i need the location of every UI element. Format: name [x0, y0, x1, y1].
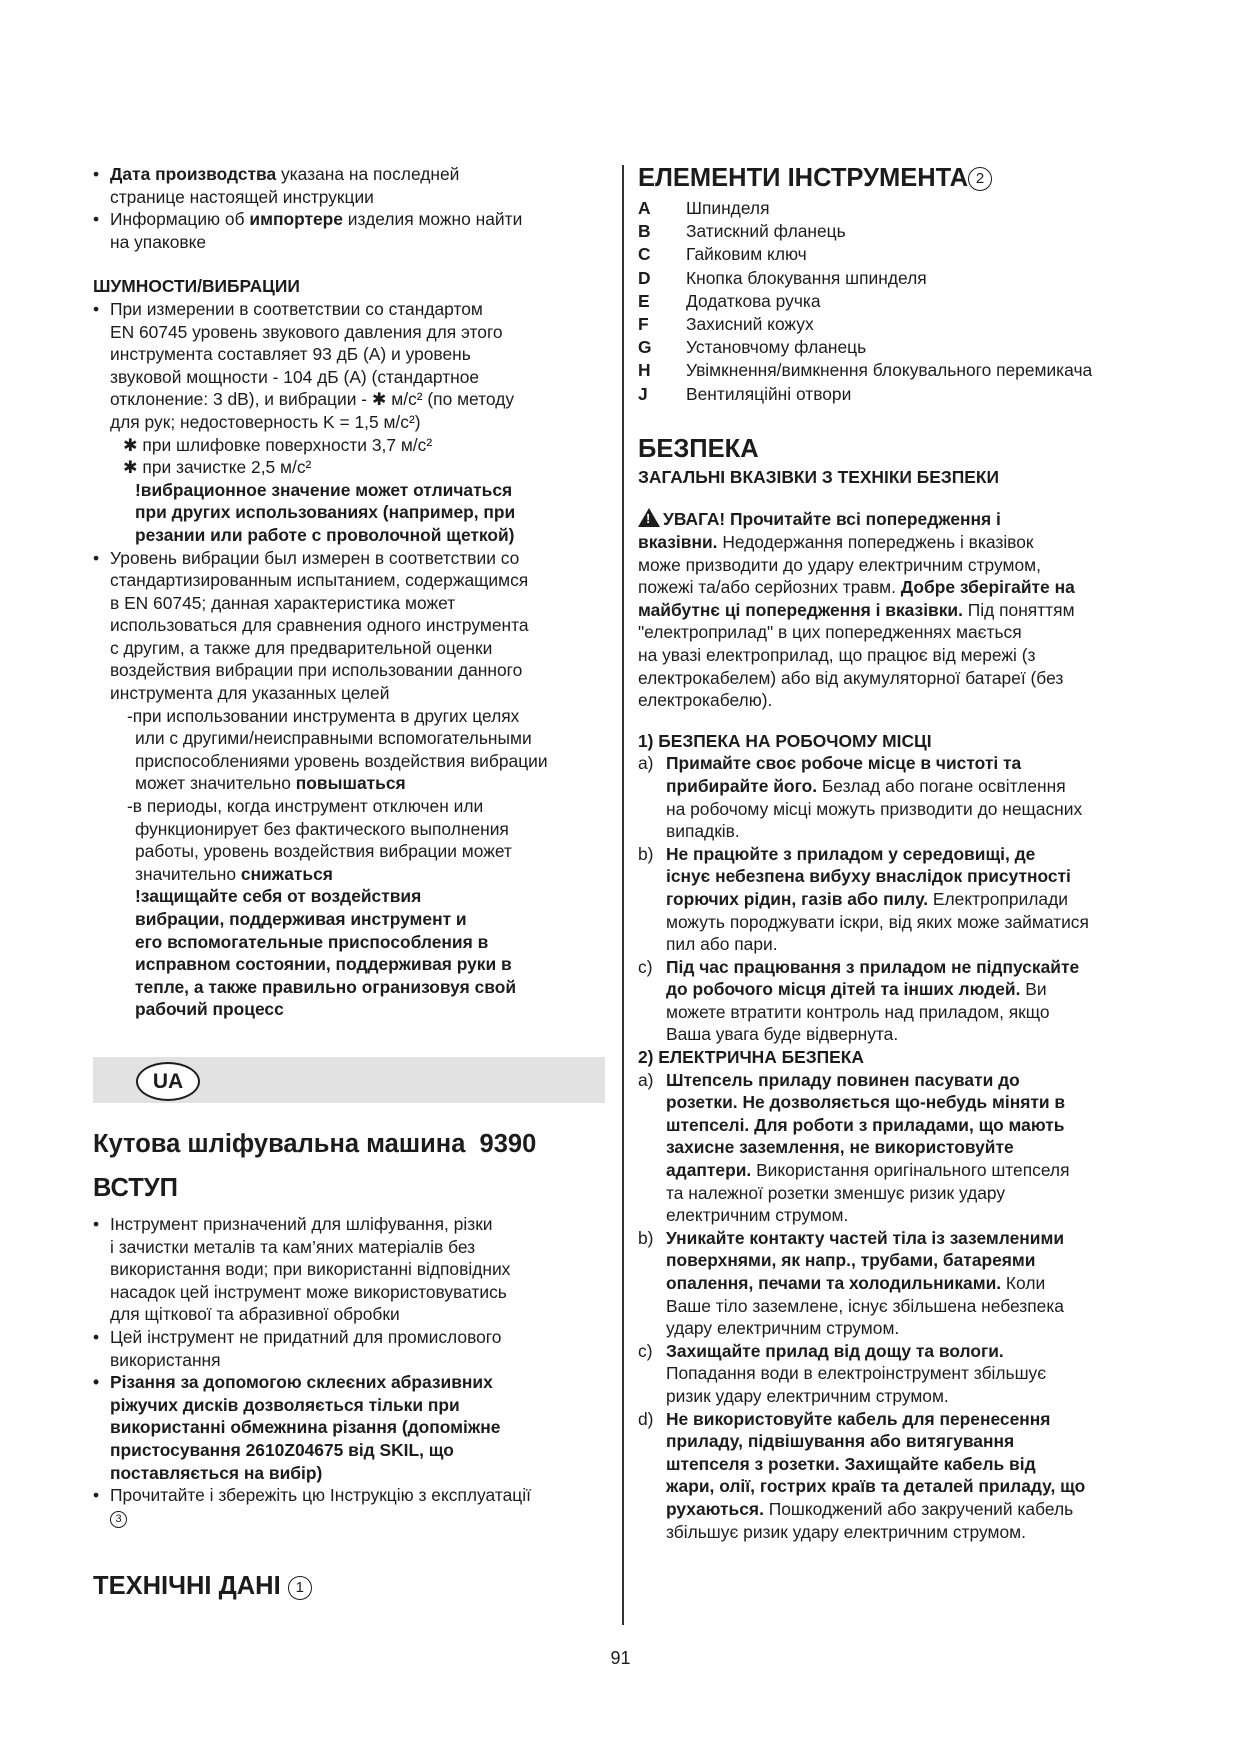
left-column — [93, 163, 605, 1603]
column-divider — [622, 165, 624, 1625]
component-item: H Увімкнення/вимкнення блокувального перемикача — [638, 360, 1093, 381]
ua-bullet-purpose: • Інструмент призначений для шліфування, різки і зачистки металів та кам’яних матеріалів без використання води; при використанні відповідних насадок цей інструмент може використовуватись для щіткової та абразивної обробки — [93, 1213, 605, 1326]
star-line: ✱ при шлифовке поверхности 3,7 м/с² — [123, 434, 433, 455]
product-title: Кутова шліфувальна машина 9390 — [93, 1129, 537, 1158]
warning-triangle-icon: ! — [638, 508, 660, 527]
safety-item: b) Уникайте контакту частей тіла із заземленими поверхнями, як напр., трубами, батареями опалення, печами та холодильниками. Коли Ваше тіло заземлене, існує збільшена небезпека удару електричним струмом. — [638, 1227, 1065, 1339]
dash-item-increase: -при использовании инструмента в других целях или с другими/неисправными вспомогательными приспособлениями уровень воздействия вибрации может значительно повышаться — [127, 705, 548, 794]
dash-item-decrease: -в периоды, когда инструмент отключен или функционирует без фактического выполнения работы, уровень воздействия вибрации может значительно снижаться — [127, 796, 512, 884]
component-item: A Шпинделя — [638, 198, 770, 218]
safety-item: c) Захищайте прилад від дощу та вологи. Попадання води в електроінструмент збільшує ризик удару електричним струмом. — [638, 1340, 1047, 1406]
star-line: ✱ при зачистке 2,5 м/с² — [123, 457, 312, 478]
noise-bullet: • При измерении в соответствии со стандартом EN 60745 уровень звукового давления для этого инструмента составляет 93 дБ (A) и уровень звуковой мощности - 104 дБ (A) (стандартное отклонение: 3 dB), и вибрации - ✱ м/с² (по методу для рук; недостоверность K = 1,5 м/с²) — [93, 298, 605, 434]
safety-item: d) Не використовуйте кабель для перенесення приладу, підвішування або витягування штепселя з розетки. Захищайте кабель від жари, олії, гострих країв та деталей приладу, що рухаються. Пошкоджений або закручений кабель збільшує ризик удару електричним струмом. — [638, 1408, 1086, 1542]
component-item: C Гайковим ключ — [638, 244, 807, 265]
figure-ref-2: 2 — [968, 167, 992, 191]
intro-title: ВСТУП — [93, 1173, 178, 1202]
safety-item: c) Під час працювання з приладом не підпускайте до робочого місця дітей та інших людей. Ви можете втратити контроль над приладом, якщо Ваша увага буде відвернута. — [638, 956, 1080, 1045]
component-item: D Кнопка блокування шпинделя — [638, 267, 927, 288]
general-warning: ! УВАГА! Прочитайте всі попередження і вказівни. Недодержання попереджень і вказівок може призводити до удару електричним струмом, пожежі та/або серйозних травм. Добре зберігайте на майбутнє ці попередження і вказівки. Під поняттям "електроприлад" в цих попередженнях мається на увазі електроприлад, що працює від мережі (з електрокабелем) або від акумуляторної батареї (без електрокабелю). — [638, 509, 1075, 711]
component-item: F Захисний кожух — [638, 314, 814, 335]
noise-heading: ШУМНОСТИ/ВИБРАЦИИ — [93, 276, 300, 297]
language-band — [93, 1057, 605, 1103]
safety-subtitle: ЗАГАЛЬНІ ВКАЗІВКИ З ТЕХНІКИ БЕЗПЕКИ — [638, 466, 999, 487]
electrical-safety-heading: 2) ЕЛЕКТРИЧНА БЕЗПЕКА — [638, 1047, 864, 1068]
page-number: 91 — [610, 1648, 631, 1668]
component-item: E Додаткова ручка — [638, 290, 821, 311]
right-column — [638, 163, 1160, 1543]
component-item: B Затискний фланець — [638, 221, 846, 242]
ua-bullet-read-manual: • Прочитайте і збережіть цю Інструкцію з експлуатації 3 — [93, 1484, 605, 1529]
ua-badge: UA — [136, 1062, 200, 1101]
tech-data-title: ТЕХНІЧНІ ДАНІ 1 — [93, 1569, 605, 1603]
safety-item: b) Не працюйте з приладом у середовищі, де існує небезпена вибуху внаслідок присутності горючих рідин, газів або пилу. Електроприлади можуть породжувати іскри, від яких може займатися пил або пари. — [638, 843, 1089, 955]
workplace-safety-heading: 1) БЕЗПЕКА НА РОБОЧОМУ МІСЦІ — [638, 730, 932, 751]
component-item: G Установчому фланець — [638, 337, 867, 358]
protection-warning: !защищайте себя от воздействия вибрации, поддерживая инструмент и его вспомогательные приспособления в исправном состоянии, поддерживая руки в тепле, а также правильно огранизовуя свой рабочий процесс — [135, 886, 517, 1020]
figure-ref-1: 1 — [288, 1576, 312, 1600]
safety-title: БЕЗПЕКА — [638, 434, 759, 463]
importer-bullet: • Информацию об импортере изделия можно найти на упаковке — [93, 208, 605, 253]
vibration-bullet: • Уровень вибрации был измерен в соответствии со стандартизированным испытанием, содержащимся в EN 60745; данная характеристика может использоваться для сравнения одного инструмента с другим, а также для предварительной оценки воздействия вибрации при использовании данного инструмента для указанных целей — [93, 547, 605, 705]
figure-ref-3: 3 — [110, 1511, 127, 1528]
ua-bullet-cutting: • Різання за допомогою склеєних абразивних ріжучих дисків дозволяється тільки при використанні обмежнина різання (допоміжне пристосування 2610Z04675 від SKIL, що поставляється на вибір) — [93, 1371, 605, 1484]
component-item: J Вентиляційні отвори — [638, 383, 852, 404]
safety-item: a) Штепсель приладу повинен пасувати до розетки. Не дозволяється що-небудь міняти в штепселі. Для роботи з приладами, що мають захисне заземлення, не використовуйте адаптери. Використання оригінального штепселя та належної розетки зменшує ризик удару електричним струмом. — [638, 1069, 1070, 1226]
elements-title: ЕЛЕМЕНТИ ІНСТРУМЕНТА 2 — [638, 163, 1160, 193]
production-date-bullet: • Дата производства указана на последней странице настоящей инструкции — [93, 163, 605, 208]
safety-item: a) Примайте своє робоче місце в чистоті та прибирайте його. Безлад або погане освітлення на робочому місці можуть призводити до нещасних випадків. — [638, 753, 1083, 842]
vibration-warning: !вибрационное значение может отличаться при других использованиях (например, при резании или работе с проволочной щеткой) — [135, 479, 516, 545]
ua-bullet-industrial: • Цей інструмент не придатний для промислового використання — [93, 1326, 605, 1371]
